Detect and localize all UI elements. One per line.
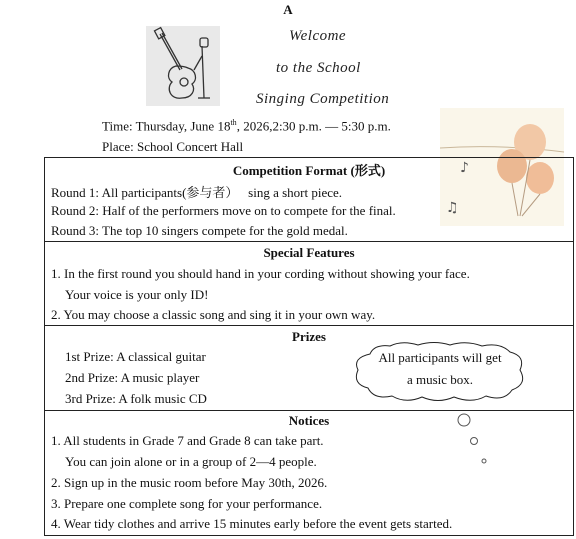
divider xyxy=(44,410,574,411)
svg-text:♪: ♪ xyxy=(460,160,469,176)
notice-1: 1. All students in Grade 7 and Grade 8 can take part. xyxy=(51,433,324,448)
prize-third: 3rd Prize: A folk music CD xyxy=(65,391,207,406)
event-time xyxy=(102,118,391,134)
time-prefix: Time: Thursday, June 18 xyxy=(102,118,231,134)
format-round-1 xyxy=(51,182,342,201)
welcome-line-2: to the School xyxy=(276,60,361,76)
welcome-line-3: Singing Competition xyxy=(256,91,390,107)
time-sup: th xyxy=(230,118,237,127)
feature-2: 2. You may choose a classic song and sing it in your own way. xyxy=(51,307,376,322)
divider xyxy=(44,325,574,326)
thought-dots xyxy=(455,412,495,468)
prize-first: 1st Prize: A classical guitar xyxy=(65,349,206,364)
guitar-illustration xyxy=(146,26,220,106)
notices-title: Notices xyxy=(288,413,330,428)
bubble-line-1: All participants will get xyxy=(378,350,502,365)
round1-b: sing a short piece. xyxy=(248,185,343,200)
time-suffix: , 2026,2:30 p.m. — 5:30 p.m. xyxy=(236,118,391,134)
bubble-line-2: a music box. xyxy=(406,372,474,387)
notice-2: 2. Sign up in the music room before May 30th, 2026. xyxy=(51,475,328,490)
guitar-icon xyxy=(146,26,220,106)
format-round-2: Round 2: Half of the performers move on to compete for the final. xyxy=(51,203,396,218)
format-title: Competition Format (形式) xyxy=(232,163,386,178)
section-letter: A xyxy=(283,2,293,17)
notice-3: 3. Prepare one complete song for your performance. xyxy=(51,496,323,511)
prizes-title: Prizes xyxy=(292,329,326,344)
notice-4: 4. Wear tidy clothes and arrive 15 minutes early before the event gets started. xyxy=(51,516,453,531)
notice-1-continued: You can join alone or in a group of 2—4 people. xyxy=(65,454,317,469)
svg-text:♫: ♫ xyxy=(446,200,459,216)
feature-1: 1. In the first round you should hand in your cording without showing your face. xyxy=(51,266,470,281)
round1-a: Round 1: All participants(参与者） xyxy=(51,185,239,200)
prize-second: 2nd Prize: A music player xyxy=(65,370,200,385)
event-place: Place: School Concert Hall xyxy=(102,139,244,154)
format-round-3: Round 3: The top 10 singers compete for the gold medal. xyxy=(51,223,348,238)
welcome-line-1: Welcome xyxy=(289,28,347,44)
divider xyxy=(44,241,574,242)
features-title: Special Features xyxy=(263,245,355,260)
feature-1-continued: Your voice is your only ID! xyxy=(65,287,209,302)
